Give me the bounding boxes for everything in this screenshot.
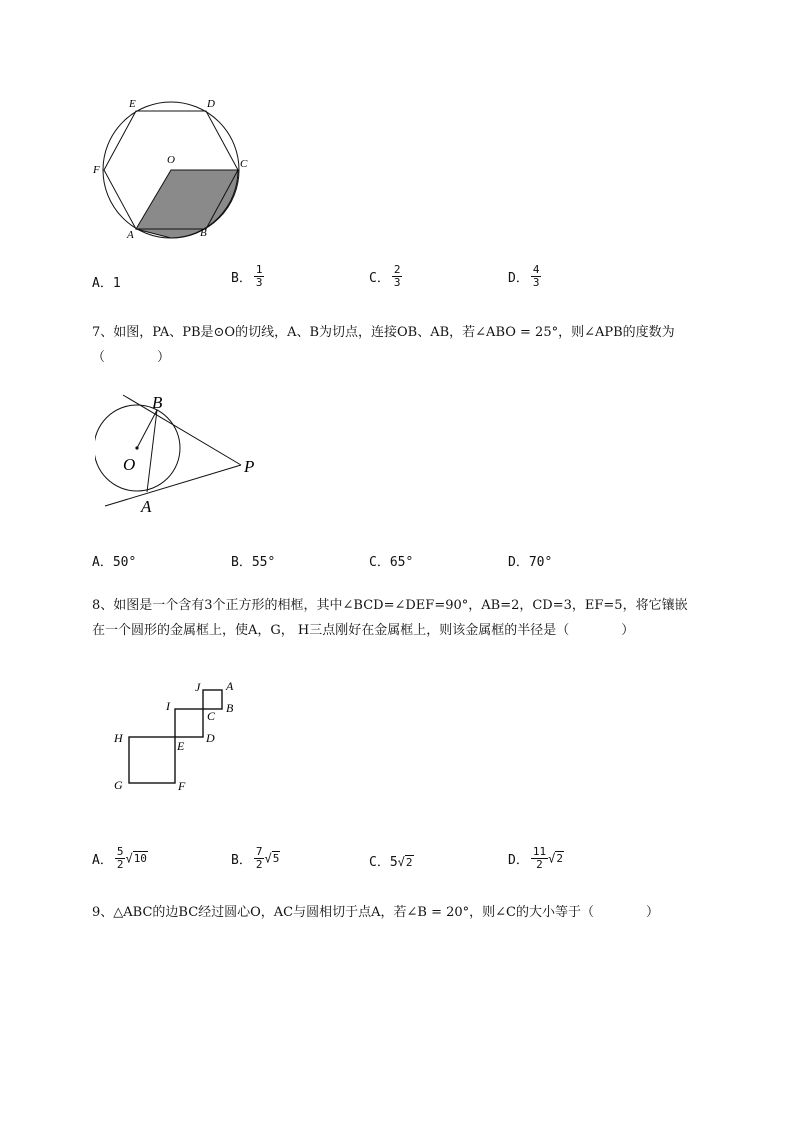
q7-option-a: A．50° [92, 555, 137, 570]
sqrt-sign: √ [548, 851, 556, 866]
option-value: 1 [112, 276, 121, 291]
label-I: I [166, 699, 170, 713]
fraction [531, 264, 542, 289]
q6-option-b [231, 264, 264, 289]
fraction [254, 846, 265, 871]
label-P: P [244, 457, 255, 476]
q6-option-d [508, 264, 541, 289]
option-prefix: B． [231, 271, 252, 286]
numerator: 7 [255, 845, 263, 858]
label-D: D [206, 731, 215, 745]
radicand: 2 [405, 856, 413, 869]
numerator: 4 [532, 263, 540, 276]
label-J: J [195, 680, 201, 694]
denominator: 2 [255, 858, 263, 871]
q6-option-a [92, 272, 121, 291]
label-B: B [226, 701, 234, 715]
label-H: H [114, 731, 123, 745]
q8-stem-line1: 8、如图是一个含有3个正方形的相框，其中∠BCD=∠DEF=90°，AB=2，CD=3，EF=5，将它镶嵌 [92, 598, 688, 613]
option-prefix: B． [231, 853, 252, 868]
figure-tangent-lines [95, 388, 270, 518]
label-F: F [93, 164, 100, 176]
label-B: B [200, 227, 207, 239]
q8-option-a [92, 846, 148, 871]
coefficient: 5 [389, 855, 398, 870]
fraction [115, 846, 126, 871]
q7-option-b: B．55° [231, 555, 276, 570]
label-C: C [240, 158, 248, 170]
option-prefix: C． [369, 855, 390, 870]
radicand: 5 [272, 852, 280, 865]
figure-hexagon-circle [85, 90, 255, 250]
sqrt-sign: √ [397, 855, 405, 869]
label-D: D [207, 98, 215, 110]
denominator: 2 [536, 858, 543, 871]
denominator: 3 [393, 276, 401, 289]
label-A: A [127, 229, 134, 241]
q8-stem-line2: 在一个圆形的金属框上，使A，G， H三点刚好在金属框上，则该金属框的半径是（ ） [92, 623, 635, 638]
denominator: 2 [116, 858, 124, 871]
sqrt-sign: √ [264, 851, 272, 866]
q7-option-d: D．70° [508, 555, 553, 570]
label-G: G [114, 778, 123, 792]
option-prefix: A． [92, 853, 113, 868]
sqrt-sign: √ [125, 851, 133, 866]
label-B: B [152, 393, 163, 412]
numerator: 1 [255, 263, 263, 276]
option-prefix: D． [508, 271, 529, 286]
fraction [531, 846, 548, 871]
q7-option-c: C．65° [369, 555, 414, 570]
label-A: A [226, 679, 234, 693]
fraction [254, 264, 265, 289]
denominator: 3 [255, 276, 263, 289]
label-O: O [167, 154, 175, 166]
option-prefix: C． [369, 271, 390, 286]
q7-stem-line1: 7、如图，PA、PB是⊙O的切线，A、B为切点，连接OB、AB，若∠ABO = 25°，则∠APB的度数为 [92, 325, 675, 340]
option-prefix: D． [508, 853, 529, 868]
label-E: E [129, 98, 136, 110]
q8-option-b [231, 846, 280, 871]
label-E: E [177, 739, 185, 753]
numerator: 11 [532, 845, 547, 858]
radicand: 2 [556, 852, 563, 865]
option-prefix: A． [92, 276, 113, 291]
label-F: F [178, 779, 186, 793]
denominator: 3 [532, 276, 540, 289]
radicand: 10 [133, 852, 147, 865]
label-A: A [141, 497, 152, 516]
figure-three-squares [108, 678, 253, 798]
numerator: 5 [116, 845, 124, 858]
q6-option-c [369, 264, 402, 289]
q9-stem-line1: 9、△ABC的边BC经过圆心O，AC与圆相切于点A，若∠B = 20°，则∠C的大小等于（ ） [92, 905, 660, 920]
q8-option-c [369, 851, 414, 870]
numerator: 2 [393, 263, 401, 276]
label-O: O [123, 455, 136, 474]
q7-stem-line2: （ ） [92, 350, 171, 365]
label-C: C [207, 709, 216, 723]
fraction [392, 264, 403, 289]
q8-option-d [508, 846, 564, 871]
